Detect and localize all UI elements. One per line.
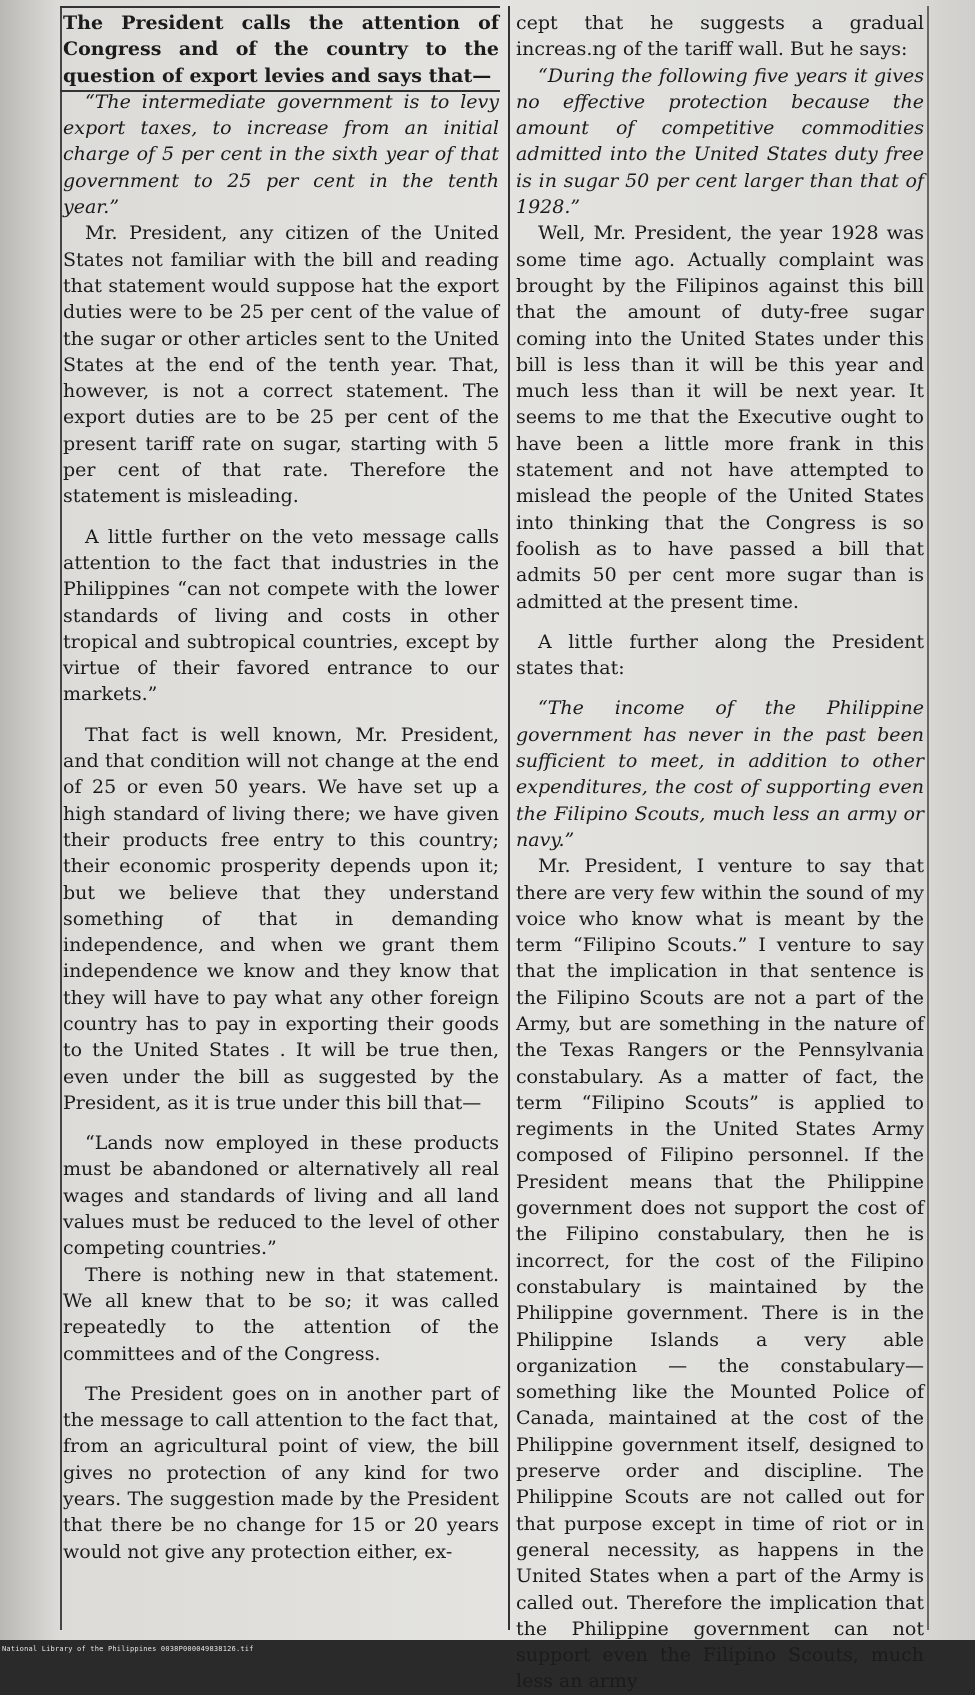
left-column bbox=[63, 10, 499, 1565]
archive-footer: National Library of the Philippines 0038P000049838126.tif bbox=[2, 1645, 254, 1653]
quote-paragraph: “Lands now employed in these products must be abandoned or alternatively all real wages and standards of living and all land values must be reduced to the level of other competing countries.” bbox=[63, 1132, 499, 1260]
right-column bbox=[516, 10, 924, 1695]
paragraph: The President calls the attention of Congress and of the country to the question of export levies and says that— bbox=[63, 12, 499, 87]
paragraph: A little further on the veto message calls attention to the fact that industries in the Philippines “can not compete with the lower standards of living and costs in other tropical and subtropical countries, except by virtue of their favored entrance to our markets.” bbox=[63, 525, 499, 706]
quote-paragraph: “The intermediate government is to levy export taxes, to increase from an initial charge of 5 per cent in the sixth year of that government to 25 per cent in the tenth year.” bbox=[63, 90, 499, 219]
quote-paragraph: “During the following five years it gives no effective protection because the amount of competitive commodities admitted into the United States duty free is in sugar 50 per cent larger than that of 1928.” bbox=[516, 64, 924, 219]
paragraph: Mr. President, any citizen of the United States not familiar with the bill and reading that statement would suppose hat the export duties were to be 25 per cent of the value of the sugar or other articles sent to the United States at the end of the tenth year. That, however, is not a correct statement. The export duties are to be 25 per cent of the present tariff rate on sugar, starting with 5 per cent of that rate. Therefore the statement is misleading. bbox=[63, 222, 499, 508]
paragraph: The President goes on in another part of the message to call attention to the fact that, from an agricultural point of view, the bill gives no protection of any kind for two years. The suggestion made by the President that there be no change for 15 or 20 years would not give any protection either, ex- bbox=[63, 1382, 499, 1563]
column-rule-middle bbox=[508, 6, 510, 1630]
paragraph: Mr. President, I venture to say that there are very few within the sound of my voice who know what is meant by the term “Filipino Scouts.” I venture to say that the implication in that sentence is the Filipino Scouts are not a part of the Army, but are something in the nature of the Texas Rangers or the Pennsylvania constabulary. As a matter of fact, the term “Filipino Scouts” is applied to regiments in the United States Army composed of Filipino personnel. If the President means that the Philippine government does not support the cost of the Filipino constabulary, then he is incorrect, for the cost of the Filipino constabulary is maintained by the Philippine government. There is in the Philippine Islands a very able organization — the constabulary— something like the Mounted Police of Canada, maintained at the cost of the Philippine government itself, designed to preserve order and discipline. The Philippine Scouts are not called out for that purpose except in time of riot or in general necessity, as happens in the United States when a part of the Army is called out. Therefore the implication that the Philippine government can not support even the Filipino Scouts, much less an army bbox=[516, 855, 924, 1693]
paragraph: cept that he suggests a gradual increas.ng of the tariff wall. But he says: bbox=[516, 12, 924, 61]
paragraph: That fact is well known, Mr. President, and that condition will not change at the end of 25 or even 50 years. We have set up a high standard of living there; we have given their products free entry to this country; their economic prosperity depends upon it; but we believe that they understand something of that in demanding independence, and when we grant them independence we know and they know that they will have to pay what any other foreign country has to pay in exporting their goods to the United States . It will be true then, even under the bill as suggested by the President, as it is true under this bill that— bbox=[63, 723, 499, 1114]
paragraph: A little further along the President states that: bbox=[516, 630, 924, 680]
column-rule-right bbox=[927, 6, 929, 1630]
column-rule-left bbox=[60, 6, 62, 1630]
lead-box-top bbox=[60, 6, 500, 8]
quote-paragraph: “The income of the Philippine government has never in the past been sufficient to meet, in addition to other expenditures, the cost of supporting even the Filipino Scouts, much less an army or navy.” bbox=[516, 697, 924, 851]
paragraph: Well, Mr. President, the year 1928 was some time ago. Actually complaint was brought by the Filipinos against this bill that the amount of duty-free sugar coming into the United States under this bill is less than it will be this year and much less than it will be next year. It seems to me that the Executive ought to have been a little more frank in this statement and not have attempted to mislead the people of the United States into thinking that the Congress is so foolish as to have passed a bill that admits 50 per cent more sugar than is admitted at the present time. bbox=[516, 222, 924, 613]
paragraph: There is nothing new in that statement. We all knew that to be so; it was called repeatedly to the attention of the committees and of the Congress. bbox=[63, 1263, 499, 1365]
